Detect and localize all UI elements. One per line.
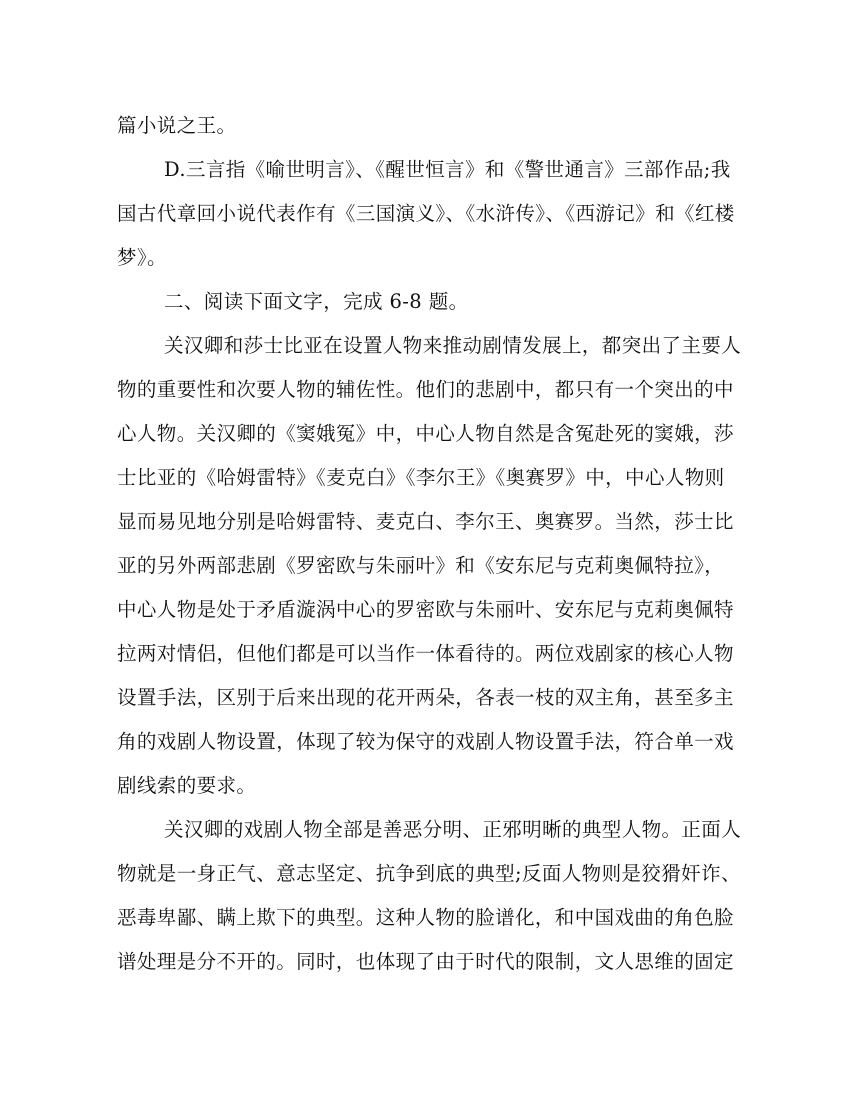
text-line: 物的重要性和次要人物的辅佐性。他们的悲剧中，都只有一个突出的中 (117, 378, 734, 401)
text-line: D.三言指《喻世明言》、《醒世恒言》和《警世通言》三部作品;我 (164, 158, 731, 181)
text-line: 谱处理是分不开的。同时，也体现了由于时代的限制，文人思维的固定 (117, 950, 734, 973)
text-line: 拉两对情侣，但他们都是可以当作一体看待的。两位戏剧家的核心人物 (117, 642, 734, 665)
text-line: 角的戏剧人物设置，体现了较为保守的戏剧人物设置手法，符合单一戏 (117, 730, 734, 753)
text-line: 亚的另外两部悲剧《罗密欧与朱丽叶》和《安东尼与克莉奥佩特拉》， (117, 554, 725, 577)
section-heading: 二、阅读下面文字，完成 6-8 题。 (164, 290, 469, 313)
text-line: 物就是一身正气、意志坚定、抗争到底的典型;反面人物则是狡猾奸诈、 (117, 862, 741, 885)
text-line: 显而易见地分别是哈姆雷特、麦克白、李尔王、奥赛罗。当然，莎士比 (117, 510, 734, 533)
text-line: 恶毒卑鄙、瞒上欺下的典型。这种人物的脸谱化，和中国戏曲的角色脸 (117, 906, 734, 929)
text-line: 关汉卿和莎士比亚在设置人物来推动剧情发展上，都突出了主要人 (164, 334, 742, 357)
text-line: 国古代章回小说代表作有《三国演义》、《水浒传》、《西游记》和《红楼 (117, 202, 735, 225)
text-line: 设置手法，区别于后来出现的花开两朵，各表一枝的双主角，甚至多主 (117, 686, 734, 709)
text-line: 梦》。 (117, 246, 167, 269)
text-line: 中心人物是处于矛盾漩涡中心的罗密欧与朱丽叶、安东尼与克莉奥佩特 (117, 598, 734, 621)
text-line: 关汉卿的戏剧人物全部是善恶分明、正邪明晰的典型人物。正面人 (164, 818, 742, 841)
text-line: 剧线索的要求。 (117, 774, 257, 797)
text-line: 士比亚的《哈姆雷特》《麦克白》《李尔王》《奥赛罗》中，中心人物则 (117, 466, 725, 489)
text-line: 心人物。关汉卿的《窦娥冤》中，中心人物自然是含冤赴死的窦娥，莎 (117, 422, 734, 445)
text-line: 篇小说之王。 (117, 114, 237, 137)
